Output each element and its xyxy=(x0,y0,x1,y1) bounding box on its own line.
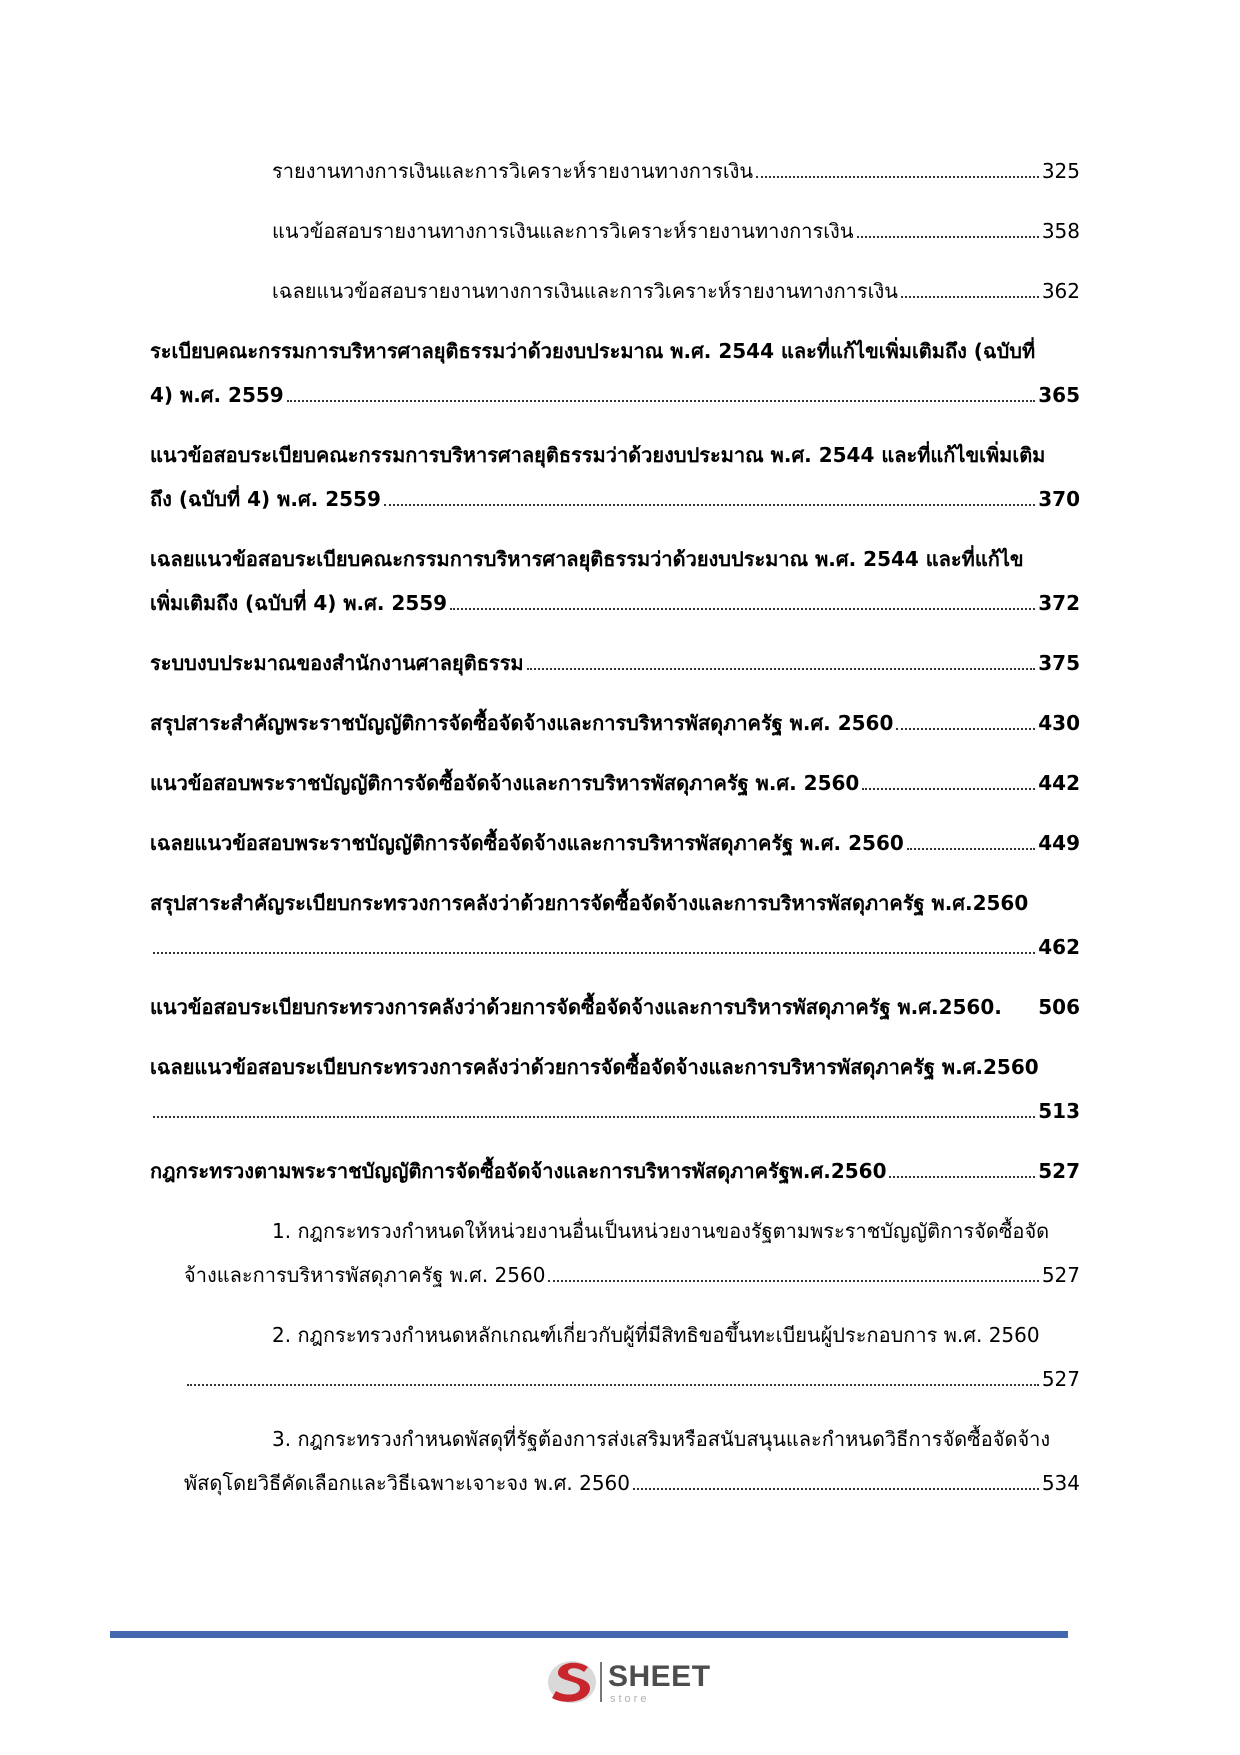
toc-entry-title: ระบบงบประมาณของสำนักงานศาลยุติธรรม xyxy=(150,651,524,675)
toc-entry-page: 527 xyxy=(1041,1367,1080,1391)
toc-leader-dots xyxy=(862,788,1035,790)
toc-entry[interactable] xyxy=(150,993,1080,1021)
toc-entry-page: 442 xyxy=(1038,771,1080,795)
toc-entry-page: 430 xyxy=(1038,711,1080,735)
toc-entry[interactable] xyxy=(150,769,1080,797)
toc-entry-title: เฉลยแนวข้อสอบพระราชบัญญัติการจัดซื้อจัดจ้างและการบริหารพัสดุภาครัฐ พ.ศ. 2560 xyxy=(150,831,904,855)
toc-entry-title: แนวข้อสอบพระราชบัญญัติการจัดซื้อจัดจ้างและการบริหารพัสดุภาครัฐ พ.ศ. 2560 xyxy=(150,771,860,795)
toc-entry-title: แนวข้อสอบรายงานทางการเงินและการวิเคราะห์รายงานทางการเงิน xyxy=(272,219,854,243)
toc-entry[interactable] xyxy=(272,157,1080,185)
toc-entry-page: 462 xyxy=(1038,935,1080,959)
toc-leader-dots xyxy=(187,1384,1039,1386)
toc-entry[interactable] xyxy=(184,1261,1080,1289)
toc-entry-title-line1[interactable]: เฉลยแนวข้อสอบระเบียบคณะกรรมการบริหารศาลยุติธรรมว่าด้วยงบประมาณ พ.ศ. 2544 และที่แก้ไข xyxy=(150,547,1024,571)
toc-leader-dots xyxy=(907,848,1035,850)
footer-divider xyxy=(110,1631,1068,1638)
toc-leader-dots xyxy=(756,176,1039,178)
toc-entry[interactable] xyxy=(150,589,1080,617)
toc-entry[interactable] xyxy=(272,277,1080,305)
toc-entry-title-line1[interactable]: 3. กฎกระทรวงกำหนดพัสดุที่รัฐต้องการส่งเสริมหรือสนับสนุนและกำหนดวิธีการจัดซื้อจัดจ้าง xyxy=(272,1427,1051,1451)
toc-entry-title: เฉลยแนวข้อสอบรายงานทางการเงินและการวิเคราะห์รายงานทางการเงิน xyxy=(272,279,898,303)
toc-entry[interactable] xyxy=(150,709,1080,737)
toc-leader-dots xyxy=(527,668,1036,670)
toc-entry-title: เพิ่มเติมถึง (ฉบับที่ 4) พ.ศ. 2559 xyxy=(150,591,448,615)
toc-entry-title: 4) พ.ศ. 2559 xyxy=(150,383,284,407)
toc-entry-title-line1[interactable]: สรุปสาระสำคัญระเบียบกระทรวงการคลังว่าด้วยการจัดซื้อจัดจ้างและการบริหารพัสดุภาครัฐ พ.ศ.2560 xyxy=(150,891,1029,915)
logo-brand-text: SHEET xyxy=(608,1660,711,1693)
toc-entry-page: 365 xyxy=(1038,383,1080,407)
toc-entry-page: 375 xyxy=(1038,651,1080,675)
logo-brand-subtext: store xyxy=(610,1693,650,1705)
toc-entry[interactable] xyxy=(184,1365,1080,1393)
toc-entry-page: 527 xyxy=(1038,1159,1080,1183)
toc-leader-dots xyxy=(901,296,1039,298)
toc-leader-dots xyxy=(450,608,1035,610)
toc-entry-page: 372 xyxy=(1038,591,1080,615)
toc-entry-title-line1[interactable]: เฉลยแนวข้อสอบระเบียบกระทรวงการคลังว่าด้วยการจัดซื้อจัดจ้างและการบริหารพัสดุภาครัฐ พ.ศ.2560 xyxy=(150,1055,1039,1079)
toc-entry-title: สรุปสาระสำคัญพระราชบัญญัติการจัดซื้อจัดจ้างและการบริหารพัสดุภาครัฐ พ.ศ. 2560 xyxy=(150,711,894,735)
toc-leader-dots xyxy=(153,952,1035,954)
toc-leader-dots xyxy=(633,1488,1039,1490)
toc-entry-title: จ้างและการบริหารพัสดุภาครัฐ พ.ศ. 2560 xyxy=(184,1263,546,1287)
toc-entry-page: 506 xyxy=(1038,995,1080,1019)
toc-entry[interactable] xyxy=(184,1469,1080,1497)
toc-entry[interactable] xyxy=(150,381,1080,409)
toc-entry-page: 370 xyxy=(1038,487,1080,511)
toc-entry[interactable] xyxy=(150,649,1080,677)
toc-entry[interactable] xyxy=(272,217,1080,245)
logo-separator xyxy=(600,1662,602,1702)
toc-leader-dots xyxy=(384,504,1035,506)
toc-entry-title-line1[interactable]: 1. กฎกระทรวงกำหนดให้หน่วยงานอื่นเป็นหน่วยงานของรัฐตามพระราชบัญญัติการจัดซื้อจัด xyxy=(272,1219,1050,1243)
toc-leader-dots xyxy=(857,236,1039,238)
toc-leader-dots xyxy=(896,728,1035,730)
toc-entry-title: พัสดุโดยวิธีคัดเลือกและวิธีเฉพาะเจาะจง พ.ศ. 2560 xyxy=(184,1471,631,1495)
toc-entry-title-line1[interactable]: ระเบียบคณะกรรมการบริหารศาลยุติธรรมว่าด้วยงบประมาณ พ.ศ. 2544 และที่แก้ไขเพิ่มเติมถึง (ฉบับที่ xyxy=(150,339,1036,363)
toc-entry[interactable] xyxy=(150,1097,1080,1125)
toc-entry-title: รายงานทางการเงินและการวิเคราะห์รายงานทางการเงิน xyxy=(272,159,754,183)
toc-leader-dots xyxy=(548,1280,1038,1282)
toc-entry-title: แนวข้อสอบระเบียบกระทรวงการคลังว่าด้วยการจัดซื้อจัดจ้างและการบริหารพัสดุภาครัฐ พ.ศ.2560. xyxy=(150,995,1002,1019)
toc-leader-dots xyxy=(287,400,1036,402)
toc-leader-dots xyxy=(153,1116,1035,1118)
toc-entry-page: 449 xyxy=(1038,831,1080,855)
toc-entry-page: 534 xyxy=(1041,1471,1080,1495)
toc-entry-title: กฎกระทรวงตามพระราชบัญญัติการจัดซื้อจัดจ้างและการบริหารพัสดุภาครัฐพ.ศ.2560 xyxy=(150,1159,887,1183)
toc-entry-page: 513 xyxy=(1038,1099,1080,1123)
toc-entry-title-line1[interactable]: 2. กฎกระทรวงกำหนดหลักเกณฑ์เกี่ยวกับผู้ที่มีสิทธิขอขึ้นทะเบียนผู้ประกอบการ พ.ศ. 2560 xyxy=(272,1323,1040,1347)
toc-entry-title-line1[interactable]: แนวข้อสอบระเบียบคณะกรรมการบริหารศาลยุติธรรมว่าด้วยงบประมาณ พ.ศ. 2544 และที่แก้ไขเพิ่มเติม xyxy=(150,443,1046,467)
toc-entry-page: 362 xyxy=(1041,279,1080,303)
toc-entry-title: ถึง (ฉบับที่ 4) พ.ศ. 2559 xyxy=(150,487,381,511)
toc-entry-page: 527 xyxy=(1041,1263,1080,1287)
toc-entry[interactable] xyxy=(150,933,1080,961)
toc-entry[interactable] xyxy=(150,485,1080,513)
toc-entry-page: 358 xyxy=(1041,219,1080,243)
toc-entry[interactable] xyxy=(150,829,1080,857)
toc-entry-page: 325 xyxy=(1041,159,1080,183)
toc-leader-dots xyxy=(889,1176,1035,1178)
toc-entry[interactable] xyxy=(150,1157,1080,1185)
